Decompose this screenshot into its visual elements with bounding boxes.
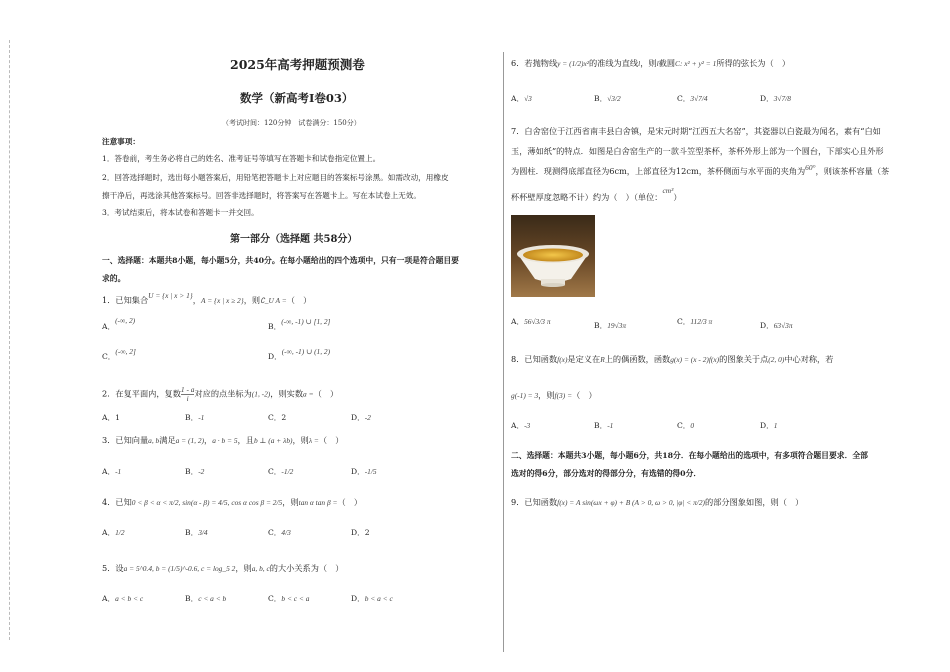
question-8-cont: g(-1) = 3，则f(3) =（ ） [511, 390, 597, 400]
q5-option-d: D．b < a < c [351, 594, 393, 603]
q6-option-d: D．3√7/8 [760, 94, 791, 103]
q1-option-b: B．(-∞, -1) ∪ [1, 2] [268, 317, 331, 331]
q8-option-a: A．-3 [511, 421, 531, 430]
notes-heading: 注意事项： [102, 137, 140, 146]
q5-option-c: C．b < c < a [268, 594, 310, 603]
column-divider [503, 52, 504, 652]
q7-option-c: C．112/3 π [677, 317, 713, 326]
q8-option-c: C．0 [677, 421, 695, 430]
q5-option-a: A．a < b < c [102, 594, 144, 603]
question-2: 2．在复平面内，复数 $\frac{1 - a}{i}$ 对应的点坐标为(1, -2)，则实数a =（ ） [102, 385, 339, 403]
question-7-line4: 杯杯壁厚度忽略不计）约为（ ）（单位：cm³） [511, 186, 682, 202]
q4-option-b: B．3/4 [185, 528, 208, 537]
section1-line1: 一、选择题：本题共8小题，每小题5分，共40分。在每小题给出的四个选项中，只有一项是符合题目要 [102, 256, 459, 265]
question-3: 3．已知向量a, b满足a = (1, 2)，a · b = 5，且b ⊥ (a + λb)，则λ =（ ） [102, 435, 344, 445]
q1-option-a: A．(-∞, 2) [102, 316, 136, 331]
q4-option-a: A．1/2 [102, 528, 125, 537]
page-subtitle: 数学（新高考Ⅰ卷03） [240, 91, 354, 105]
question-4: 4．已知0 < β < α < π/2, sin(α - β) = 4/5, cos α cos β = 2/5，则tan α tan β =（ ） [102, 497, 363, 507]
teacup-image [511, 215, 595, 297]
exam-info: （考试时间：120分钟 试卷满分：150分） [222, 119, 361, 127]
q2-option-d: D．-2 [351, 413, 371, 422]
q2-option-a: A．1 [102, 413, 120, 422]
q5-option-b: B．c < a < b [185, 594, 227, 603]
question-8: 8．已知函数f(x)是定义在R上的偶函数，函数g(x) = (x - 2)f(x)的图象关于点(2, 0)中心对称，若 [511, 354, 834, 364]
note-3: 3．考试结束后，将本试卷和答题卡一并交回。 [102, 208, 259, 217]
question-5: 5．设a = 5^0.4, b = (1/5)^-0.6, c = log_5 2，则a, b, c的大小关系为（ ） [102, 563, 344, 573]
q7-option-d: D．63√3π [760, 321, 793, 330]
note-2: 2．回答选择题时，选出每小题答案后，用铅笔把答题卡上对应题目的答案标号涂黑。如需改动，用橡皮 [102, 173, 449, 182]
q3-option-b: B．-2 [185, 467, 205, 476]
question-9: 9．已知函数f(x) = A sin(ωx + φ) + B (A > 0, ω > 0, |φ| < π/2)的部分图象如图，则（ ） [511, 497, 804, 507]
q6-option-a: A．√3 [511, 94, 532, 103]
question-7-line1: 7．白舍窑位于江西省南丰县白舍镇，是宋元时期“江西五大名窑”，其瓷器以白瓷最为闻名，素有“白如 [511, 126, 881, 136]
q6-option-b: B．√3/2 [594, 94, 621, 103]
q2-option-b: B．-1 [185, 413, 205, 422]
section2-line2: 选对的得6分，部分选对的得部分分，有选错的得0分． [511, 469, 702, 478]
question-7-line2: 玉，薄如纸”的特点．如图是白舍窑生产的一款斗笠型茶杯，茶杯外形上部为一个圆台，下部实心且外形 [511, 146, 884, 156]
binding-line [9, 40, 10, 640]
teacup-illustration [511, 215, 595, 297]
note-2-cont: 擦干净后，再选涂其他答案标号。回答非选择题时，将答案写在答题卡上。写在本试卷上无效。 [102, 191, 421, 200]
section1-line2: 求的。 [102, 274, 126, 283]
q2-option-c: C．2 [268, 413, 287, 422]
section2-line1: 二、选择题：本题共3小题，每小题6分，共18分．在每小题给出的选项中，有多项符合题目要求．全部 [511, 451, 868, 460]
question-1: 1．已知集合U = {x | x > 1}，A = {x | x ≥ 2}，则∁_U A =（ ） [102, 291, 312, 305]
q3-option-a: A．-1 [102, 467, 122, 476]
q7-option-a: A．56√3/3 π [511, 317, 551, 326]
q7-option-b: B．19√3π [594, 321, 627, 330]
q3-option-d: D．-1/5 [351, 467, 377, 476]
note-1: 1．答卷前，考生务必将自己的姓名、准考证号等填写在答题卡和试卷指定位置上。 [102, 154, 381, 163]
q4-option-d: D．2 [351, 528, 370, 537]
q8-option-d: D．1 [760, 421, 778, 430]
q1-option-d: D．(-∞, -1) ∪ (1, 2) [268, 347, 331, 361]
q3-option-c: C．-1/2 [268, 467, 294, 476]
page-title: 2025年高考押题预测卷 [230, 57, 365, 72]
q6-option-c: C．3√7/4 [677, 94, 708, 103]
q1-option-c: C．(-∞, 2] [102, 347, 136, 361]
part1-heading: 第一部分（选择题 共58分） [230, 234, 358, 245]
question-6: 6．若抛物线y = (1/2)x²的准线为直线l，则l截圆C: x² + y² = 1所得的弦长为（ ） [511, 58, 791, 68]
q8-option-b: B．-1 [594, 421, 614, 430]
question-7-line3: 为圆柱．现测得底部直径为6cm，上部直径为12cm，茶杯侧面与水平面的夹角为60°，则该茶杯容量（茶 [511, 163, 890, 176]
q4-option-c: C．4/3 [268, 528, 291, 537]
